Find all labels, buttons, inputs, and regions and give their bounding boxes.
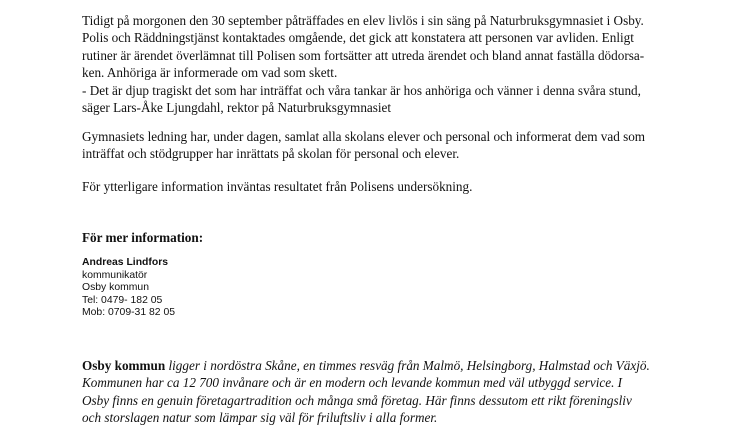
body-paragraph-1 xyxy=(82,12,682,116)
text-line: Osby kommun ligger i nordöstra Skåne, en timmes resväg från Malmö, Helsingborg, Halmstad och Växjö. xyxy=(82,358,650,373)
text-line: inträffat och stödgrupper har inrättats på skolan för personal och elever. xyxy=(82,146,460,162)
contact-role: kommunikatör xyxy=(82,269,148,281)
text-line: Kommunen har ca 12 700 invånare och är en modern och levande kommun med väl utbyggd service. I xyxy=(82,375,623,391)
text-line: och storslagen natur som lämpar sig väl för friluftsliv i alla former. xyxy=(82,410,438,426)
text-line: - Det är djup tragiskt det som har inträffat och våra tankar är hos anhöriga och vänner i denna svåra stund, xyxy=(82,82,641,98)
body-paragraph-2 xyxy=(82,128,682,163)
text-line: För ytterligare information inväntas resultatet från Polisens undersökning. xyxy=(82,179,473,194)
contact-block xyxy=(82,257,682,320)
text-line: Osby finns en genuin företagartradition och många små företag. Här finns dessutom ett rikt föreningsliv xyxy=(82,392,632,408)
text-line: Tidigt på morgonen den 30 september påträffades en elev livlös i sin säng på Naturbruksgymnasiet i Osby. xyxy=(82,13,644,28)
about-name: Osby kommun xyxy=(82,358,166,373)
body-paragraph-3 xyxy=(82,178,682,195)
text-line: ken. Anhöriga är informerade om vad som skett. xyxy=(82,65,338,81)
about-paragraph xyxy=(82,357,682,427)
text-line: Polis och Räddningstjänst kontaktades omgående, det gick att konstatera att personen var avliden. Enligt xyxy=(82,30,634,46)
contact-org: Osby kommun xyxy=(82,282,149,294)
contact-name: Andreas Lindfors xyxy=(82,257,169,268)
text-line: säger Lars-Åke Ljungdahl, rektor på Naturbruksgymnasiet xyxy=(82,100,392,116)
contact-mob: Mob: 0709-31 82 05 xyxy=(82,307,176,319)
text-line: Gymnasiets ledning har, under dagen, samlat alla skolans elever och personal och informerat dem vad som xyxy=(82,129,646,144)
contact-heading: För mer information: xyxy=(82,230,204,245)
text-line: rutiner är ärendet överlämnat till Polisen som fortsätter att utreda ärendet och bland annat faställa dödorsa- xyxy=(82,47,645,63)
contact-tel: Tel: 0479- 182 05 xyxy=(82,294,163,306)
